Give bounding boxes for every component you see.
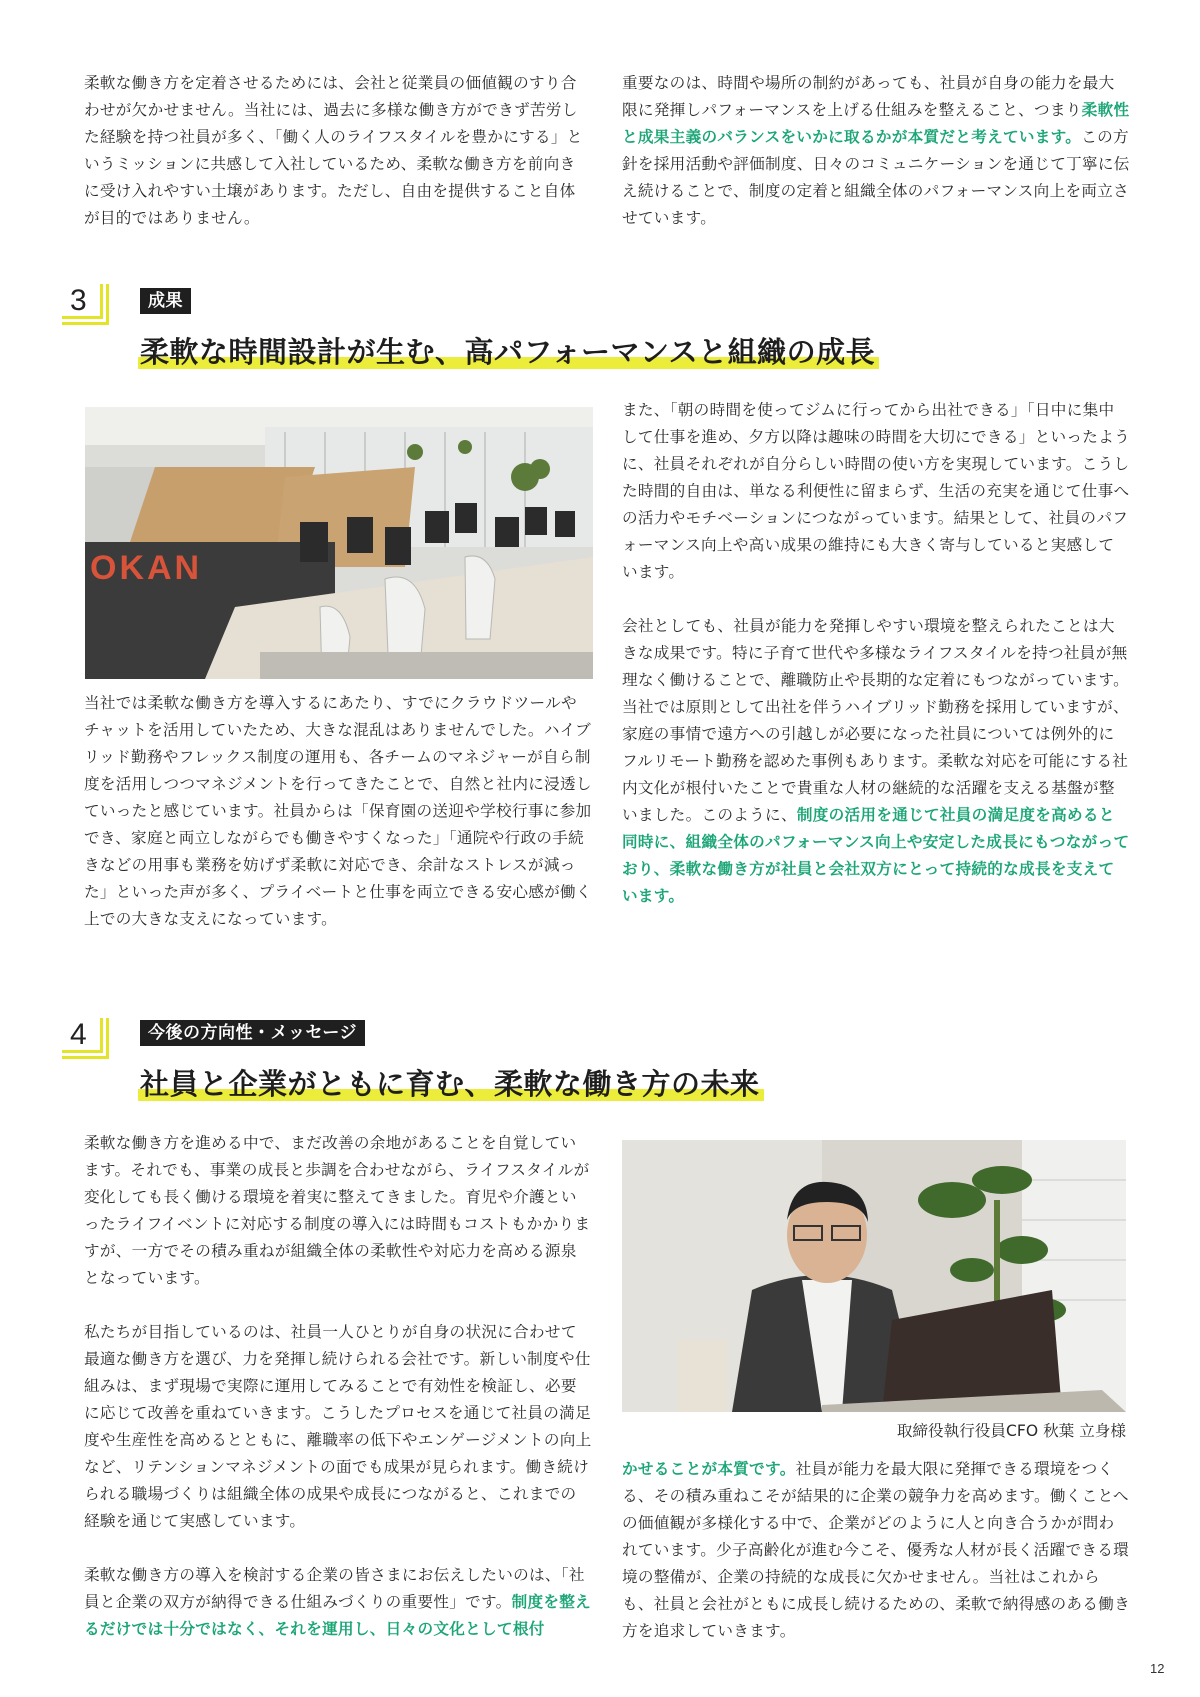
section4-right-text: 社員が能力を最大限に発揮できる環境をつくる、その積み重ねこそが結果的に企業の競争力を高めます。働くことへの価値観が多様化する中で、企業がどのように人と向き合うかが問われています。少子高齢化が進む今こそ、優秀な人材が長く活躍できる環境の整備が、企業の持続的な成長に欠かせません。当社はこれからも、社員と会社がともに成長し続けるための、柔軟で納得感のある働き方を追求していきます。	[622, 1460, 1130, 1640]
office-photo	[85, 407, 593, 679]
office-sign: OKAN	[90, 549, 203, 587]
section4-left-highlight: 制度を整えるだけでは十分ではなく、それを運用し、日々の文化として根付	[84, 1593, 592, 1638]
section3-left-column	[84, 690, 592, 933]
section3-title: 柔軟な時間設計が生む、高パフォーマンスと組織の成長	[138, 332, 879, 372]
section4-right-paragraph	[622, 1456, 1130, 1645]
intro-left-column	[84, 70, 590, 232]
section4-right-highlight: かせることが本質です。	[622, 1460, 796, 1478]
intro-right-text-b: この方針を採用活動や評価制度、日々のコミュニケーションを通じて丁寧に伝え続けることで、制度の定着と組織全体のパフォーマンス向上を両立させています。	[622, 128, 1130, 227]
executive-photo-caption: 取締役執行役員CFO 秋葉 立身様	[896, 1422, 1126, 1440]
section3-right-highlight: 制度の活用を通じて社員の満足度を高めると同時に、組織全体のパフォーマンス向上や安定した成長にもつながっており、柔軟な働き方が社員と会社双方にとって持続的な成長を支えています。	[622, 806, 1130, 905]
intro-right-text-a: 重要なのは、時間や場所の制約があっても、社員が自身の能力を最大限に発揮しパフォーマンスを上げる仕組みを整えること、つまり	[622, 74, 1115, 119]
section3-right-column	[622, 397, 1130, 910]
section3-tag: 成果	[140, 288, 191, 314]
intro-right-highlight: 柔軟性と成果主義のバランスをいかに取るかが本質だと考えています。	[622, 101, 1130, 146]
executive-illustration	[622, 1140, 1126, 1412]
section4-left-paragraph-1: 柔軟な働き方を進める中で、まだ改善の余地があることを自覚しています。それでも、事業の成長と歩調を合わせながら、ライフスタイルが変化しても長く働ける環境を着実に整えてきました。育児や介護といったライフイベントに対応する制度の導入には時間もコストもかかりますが、一方でその積み重ねが組織全体の柔軟性や対応力を高める源泉となっています。	[84, 1134, 591, 1287]
section4-right-column	[622, 1456, 1130, 1645]
section3-right-paragraph-1: また、「朝の時間を使ってジムに行ってから出社できる」「日中に集中して仕事を進め、夕方以降は趣味の時間を大切にできる」といったように、社員それぞれが自分らしい時間の使い方を実現しています。こうした時間的自由は、単なる利便性に留まらず、生活の充実を通じて仕事への活力やモチベーションにつながっています。結果として、社員のパフォーマンス向上や高い成果の維持にも大きく寄与していると実感しています。	[622, 401, 1130, 581]
section4-number: 4	[70, 1018, 87, 1051]
section4-left-column	[84, 1130, 592, 1643]
section4-bracket-inner	[62, 1018, 103, 1053]
section4-title: 社員と企業がともに育む、柔軟な働き方の未来	[138, 1064, 764, 1104]
section3-number: 3	[70, 284, 87, 317]
section4-left-text: 柔軟な働き方の導入を検討する企業の皆さまにお伝えしたいのは、「社員と企業の双方が納得できる仕組みづくりの重要性」です。	[84, 1566, 585, 1611]
page-number: 12	[1150, 1661, 1165, 1676]
section4-left-paragraph-3	[84, 1562, 592, 1643]
intro-right-paragraph	[622, 70, 1130, 232]
intro-left-paragraph: 柔軟な働き方を定着させるためには、会社と従業員の価値観のすり合わせが欠かせません。当社には、過去に多様な働き方ができず苦労した経験を持つ社員が多く、「働く人のライフスタイルを豊かにする」というミッションに共感して入社しているため、柔軟な働き方を前向きに受け入れやすい土壌があります。ただし、自由を提供すること自体が目的ではありません。	[84, 74, 583, 227]
section3-right-paragraph-2	[622, 613, 1130, 910]
intro-right-column	[622, 70, 1130, 232]
section4-tag: 今後の方向性・メッセージ	[140, 1020, 365, 1046]
section3-bracket-inner	[62, 284, 103, 319]
section3-right-text: 会社としても、社員が能力を発揮しやすい環境を整えられたことは大きな成果です。特に子育て世代や多様なライフスタイルを持つ社員が無理なく働けることで、離職防止や長期的な定着にもつながっています。当社では原則として出社を伴うハイブリッド勤務を採用していますが、家庭の事情で遠方への引越しが必要になった社員については例外的にフルリモート勤務を認めた事例もあります。柔軟な対応を可能にする社内文化が根付いたことで貴重な人材の継続的な活躍を支える基盤が整いました。このように、	[622, 617, 1130, 824]
section4-left-paragraph-2: 私たちが目指しているのは、社員一人ひとりが自身の状況に合わせて最適な働き方を選び、力を発揮し続けられる会社です。新しい制度や仕組みは、まず現場で実際に運用してみることで有効性を検証し、必要に応じて改善を重ねていきます。こうしたプロセスを通じて社員の満足度や生産性を高めるとともに、離職率の低下やエンゲージメントの向上など、リテンションマネジメントの面でも成果が見られます。働き続けられる職場づくりは組織全体の成果や成長につながると、これまでの経験を通じて実感しています。	[84, 1323, 592, 1530]
office-illustration	[85, 407, 593, 679]
section3-left-paragraph: 当社では柔軟な働き方を導入するにあたり、すでにクラウドツールやチャットを活用していたため、大きな混乱はありませんでした。ハイブリッド勤務やフレックス制度の運用も、各チームのマネジャーが自ら制度を活用しつつマネジメントを行ってきたことで、自然と社内に浸透していったと感じています。社員からは「保育園の送迎や学校行事に参加でき、家庭と両立しながらでも働きやすくなった」「通院や行政の手続きなどの用事も業務を妨げず柔軟に対応でき、余計なストレスが減った」といった声が多く、プライベートと仕事を両立できる安心感が働く上での大きな支えになっています。	[84, 694, 592, 928]
executive-photo	[622, 1140, 1126, 1412]
